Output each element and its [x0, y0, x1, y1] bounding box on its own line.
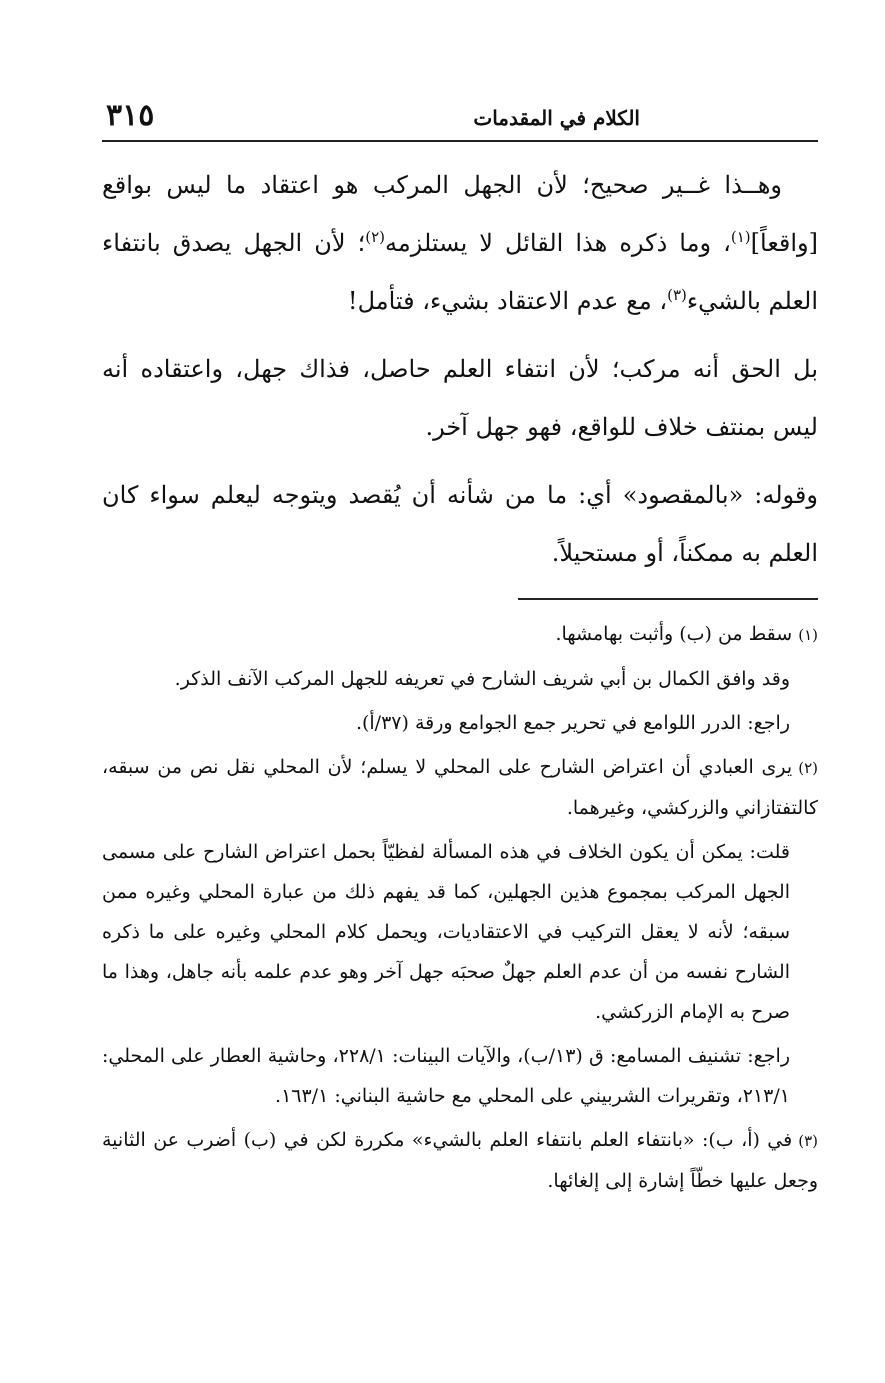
- footnote-2-text: يرى العبادي أن اعتراض الشارح على المحلي لا يسلم؛ لأن المحلي نقل نص من سبقه، كالتفتازاني والزركشي، وغيرهما.: [102, 756, 818, 819]
- footnote-3: [102, 1120, 818, 1201]
- running-title: الكلام في المقدمات: [473, 106, 640, 130]
- page-header: [102, 96, 818, 142]
- footnote-3-text: في (أ، ب): «بانتفاء العلم بانتفاء العلم بالشيء» مكررة لكن في (ب) أضرب عن الثانية وجعل عليها خطّاً إشارة إلى إلغائها.: [102, 1129, 818, 1192]
- paragraph-1-part-c: ؛ لأن الجهل يصدق بانتفاء العلم بالشيء: [102, 229, 818, 315]
- footnote-3-number: (٣): [798, 1132, 818, 1150]
- footnote-ref-3: (٣): [667, 286, 687, 304]
- paragraph-2: بل الحق أنه مركب؛ لأن انتفاء العلم حاصل، فذاك جهل، واعتقاده أنه ليس بمنتف خلاف للواقع، فهو جهل آخر.: [102, 355, 818, 441]
- footnote-divider: [518, 598, 818, 600]
- main-text: [102, 156, 818, 592]
- paragraph-1-part-a: وهــذا غــير صحيح؛ لأن الجهل المركب هو اعتقاد ما ليس بواقع [واقعاً]: [102, 171, 819, 257]
- footnote-2: [102, 747, 818, 828]
- paragraph-1: [102, 156, 818, 330]
- paragraph-1-part-b: ، وما ذكره هذا القائل لا يستلزمه: [385, 229, 731, 257]
- footnote-ref-1: (١): [730, 228, 751, 246]
- footnote-2-number: (٢): [798, 759, 818, 777]
- footnote-2-continuation-2: راجع: تشنيف المسامع: ق (١٣/ب)، والآيات البينات: ٢٢٨/١، وحاشية العطار على المحلي: ٢١٣/١، وتقريرات الشربيني على المحلي مع حاشية البناني: ١٦٣/١.: [102, 1045, 790, 1107]
- footnote-1-text: سقط من (ب) وأثبت بهامشها.: [555, 623, 793, 645]
- footnote-ref-2: (٢): [365, 228, 385, 246]
- footnote-1-continuation-1: وقد وافق الكمال بن أبي شريف الشارح في تعريفه للجهل المركب الآنف الذكر.: [174, 668, 790, 690]
- footnote-1: [102, 614, 818, 655]
- footnote-1-continuation-2: راجع: الدرر اللوامع في تحرير جمع الجوامع ورقة (٣٧/أ).: [355, 712, 790, 734]
- paragraph-3: وقوله: «بالمقصود» أي: ما من شأنه أن يُقصد ويتوجه ليعلم سواء كان العلم به ممكناً، أو مستحيلاً.: [102, 481, 818, 567]
- page-number: ٣١٥: [106, 98, 155, 133]
- footnotes: [102, 614, 818, 1205]
- footnote-2-continuation-1: قلت: يمكن أن يكون الخلاف في هذه المسألة لفظيّاً بحمل اعتراض الشارح على مسمى الجهل المركب بمجموع هذين الجهلين، كما قد يفهم ذلك من عبارة المحلي وغيره ممن سبقه؛ لأنه لا يعقل التركيب في الاعتقاديات، ويحمل كلام المحلي وغيره على ما ذكره الشارح نفسه من أن عدم العلم جهلٌ صحبَه جهل آخر وهو عدم علمه بأنه جاهل، وهذا ما صرح به الإمام الزركشي.: [102, 841, 790, 1023]
- footnote-1-number: (١): [798, 626, 818, 644]
- paragraph-1-part-d: ، مع عدم الاعتقاد بشيء، فتأمل!: [347, 287, 668, 315]
